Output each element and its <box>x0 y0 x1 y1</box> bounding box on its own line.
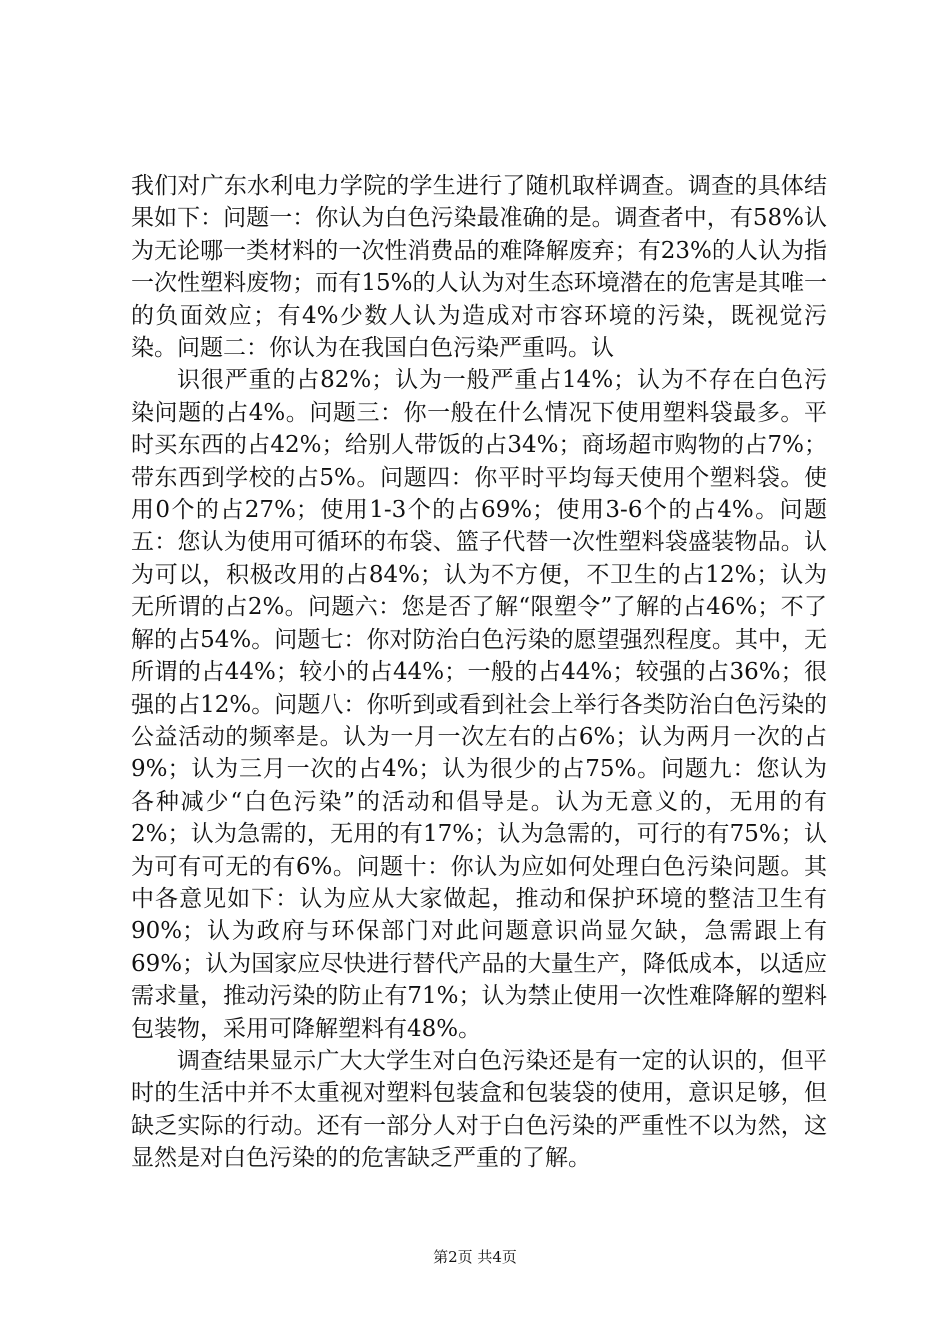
page-number-footer: 第2页 共4页 <box>433 1248 517 1266</box>
paragraph-1: 我们对广东水利电力学院的学生进行了随机取样调查。调查的具体结果如下：问题一：你认为白色污染最准确的是。调查者中，有58%认为无论哪一类材料的一次性消费品的难降解废弃；有23%的人认为指一次性塑料废物；而有15%的人认为对生态环境潜在的危害是其唯一的负面效应；有4%少数人认为造成对市容环境的污染，既视觉污染。问题二：你认为在我国白色污染严重吗。认 <box>131 173 827 362</box>
paragraph-3: 调查结果显示广大大学生对白色污染还是有一定的认识的，但平时的生活中并不太重视对塑料包装盒和包装袋的使用，意识足够，但缺乏实际的行动。还有一部分人对于白色污染的严重性不以为然，这显然是对白色污染的的危害缺乏严重的了解。 <box>131 1047 827 1172</box>
document-body <box>131 170 827 1175</box>
paragraph-2: 识很严重的占82%；认为一般严重占14%；认为不存在白色污染问题的占4%。问题三：你一般在什么情况下使用塑料袋最多。平时买东西的占42%；给别人带饭的占34%；商场超市购物的占7%；带东西到学校的占5%。问题四：你平时平均每天使用个塑料袋。使用0个的占27%；使用1-3个的占69%；使用3-6个的占4%。问题五：您认为使用可循环的布袋、篮子代替一次性塑料袋盛装物品。认为可以，积极改用的占84%；认为不方便，不卫生的占12%；认为无所谓的占2%。问题六：您是否了解“限塑令”了解的占46%；不了解的占54%。问题七：你对防治白色污染的愿望强烈程度。其中，无所谓的占44%；较小的占44%；一般的占44%；较强的占36%；很强的占12%。问题八：你听到或看到社会上举行各类防治白色污染的公益活动的频率是。认为一月一次左右的占6%；认为两月一次的占9%；认为三月一次的占4%；认为很少的占75%。问题九：您认为各种减少“白色污染”的活动和倡导是。认为无意义的，无用的有2%；认为急需的，无用的有17%；认为急需的，可行的有75%；认为可有可无的有6%。问题十：你认为应如何处理白色污染问题。其中各意见如下：认为应从大家做起，推动和保护环境的整洁卫生有90%；认为政府与环保部门对此问题意识尚显欠缺，急需跟上有69%；认为国家应尽快进行替代产品的大量生产，降低成本，以适应需求量，推动污染的防止有71%；认为禁止使用一次性难降解的塑料包装物，采用可降解塑料有48%。 <box>131 367 827 1042</box>
